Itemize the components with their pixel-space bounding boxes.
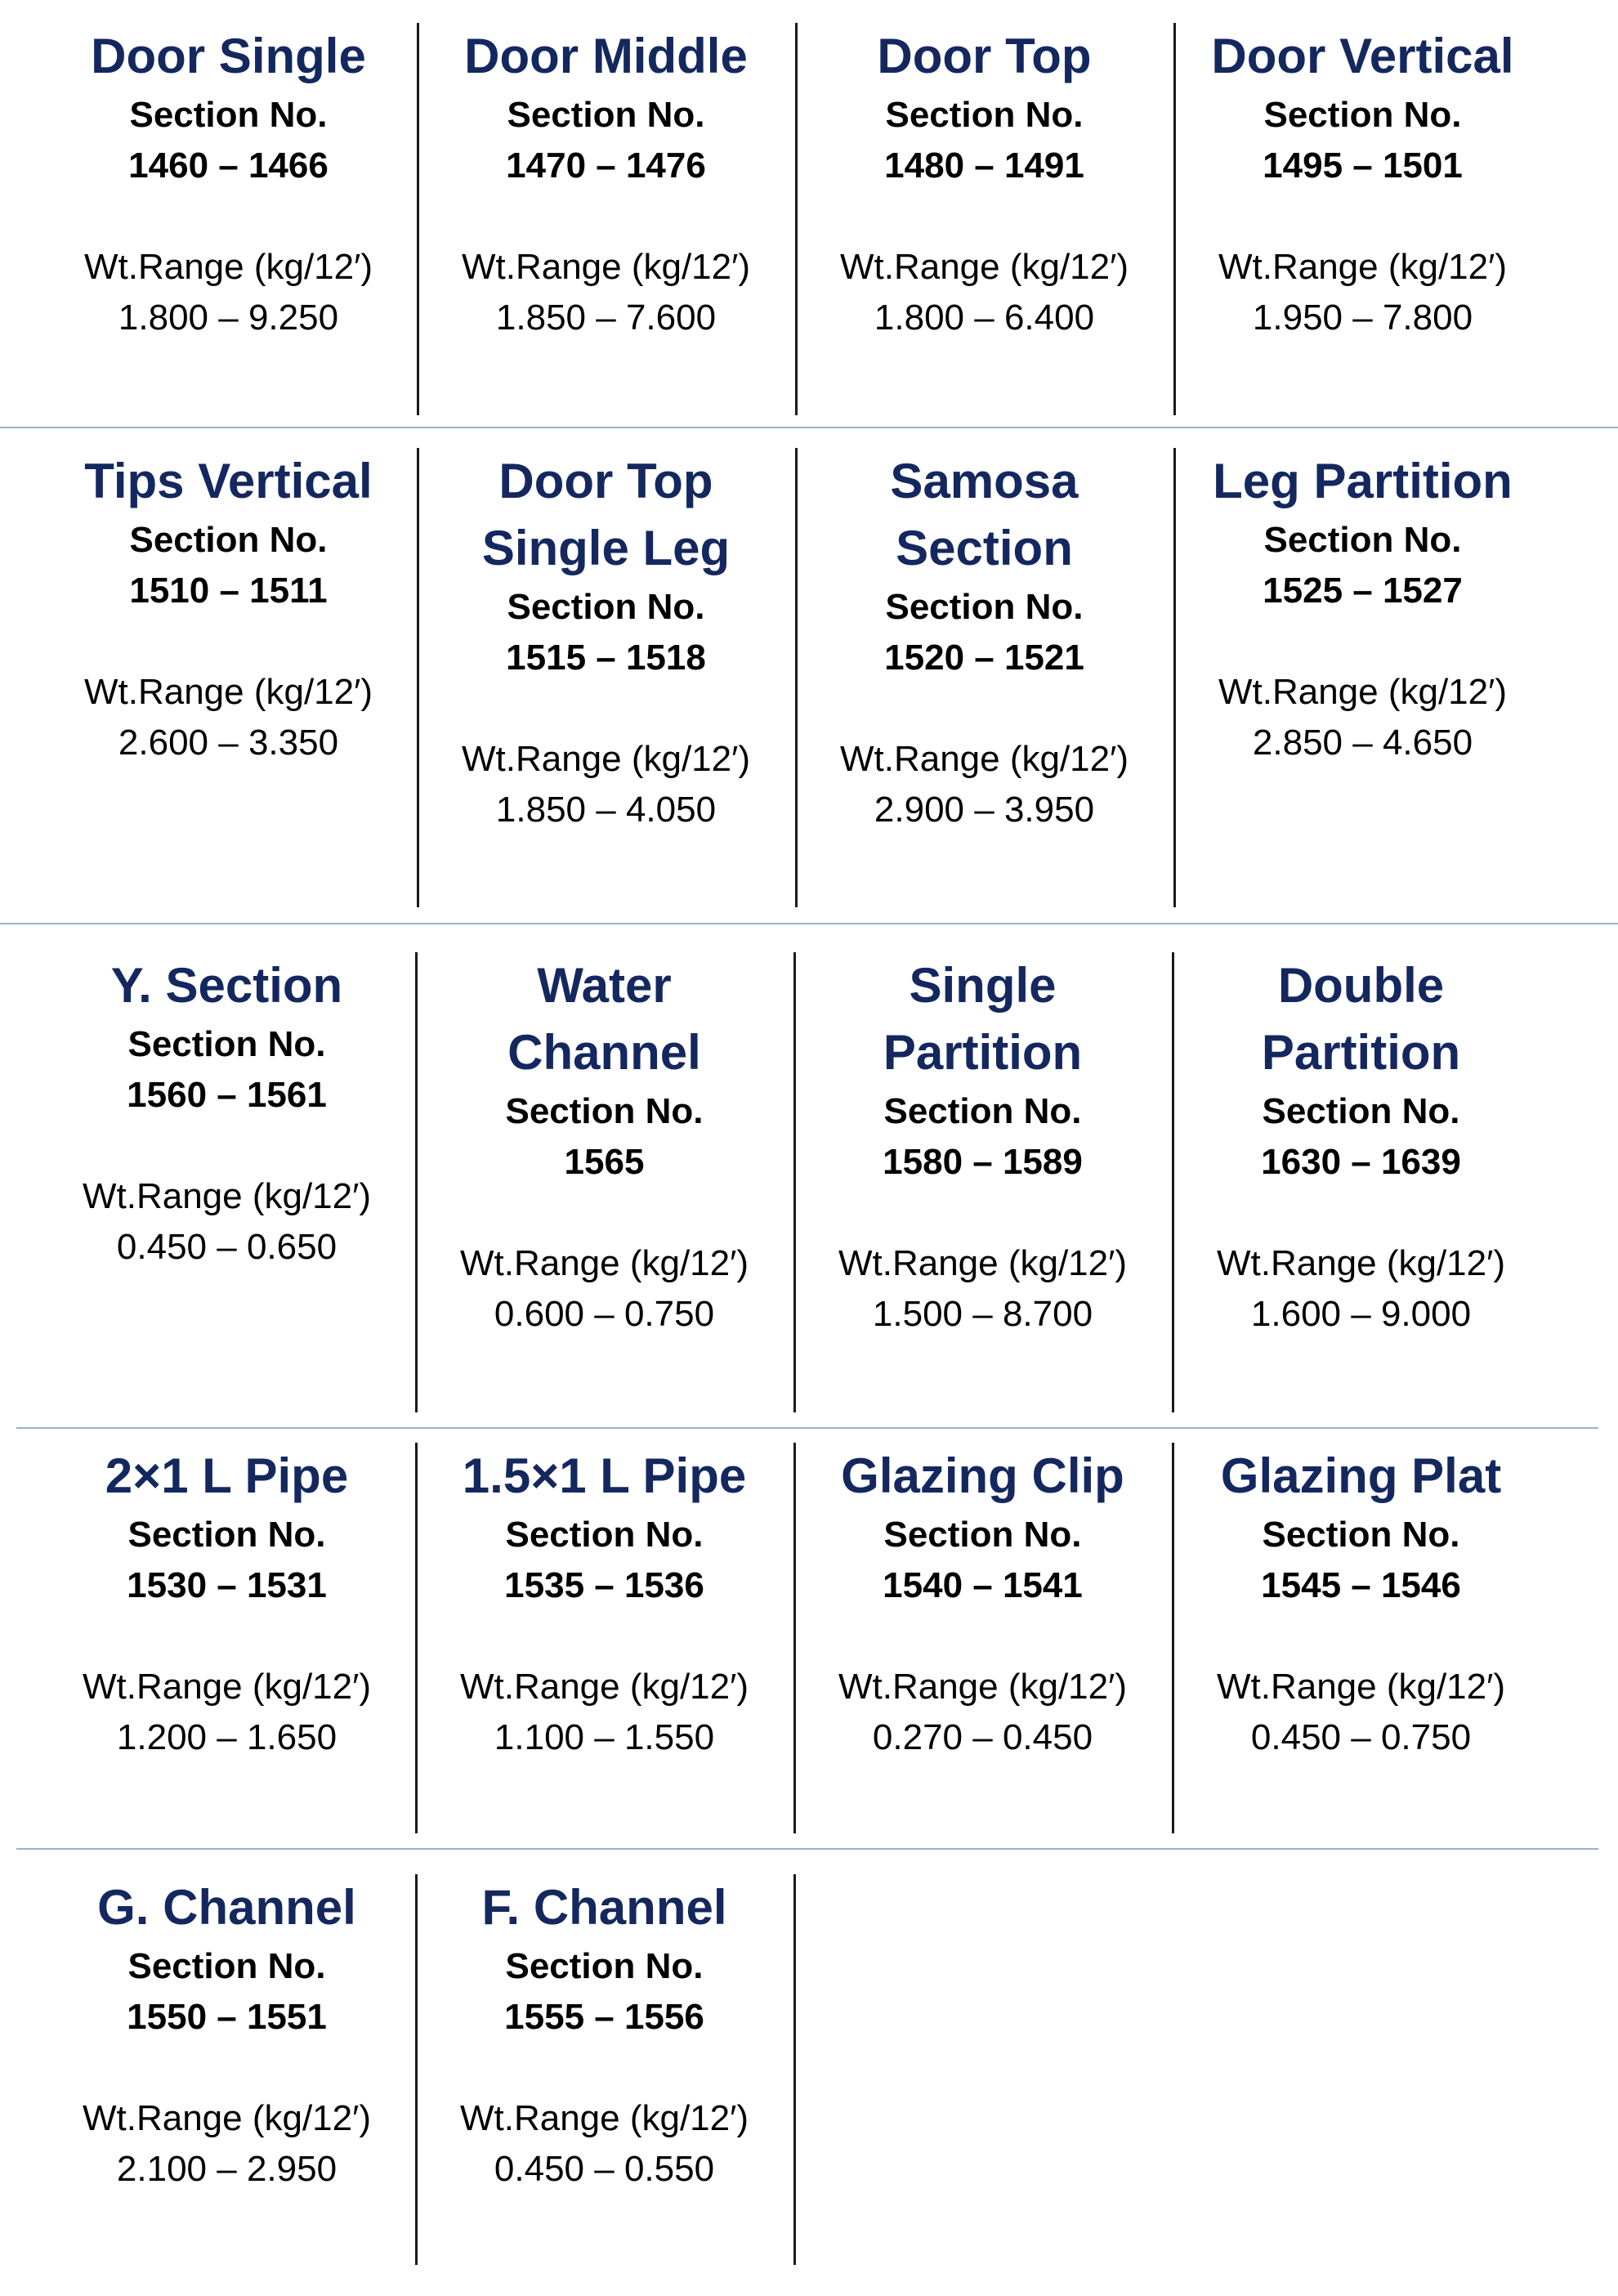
section-label: Section No. bbox=[1263, 520, 1462, 560]
product-title: Door Middle bbox=[464, 29, 748, 83]
product-cell-door-top-single-leg bbox=[417, 448, 795, 835]
weight-range-label: Wt.Range (kg/12′) bbox=[839, 247, 1129, 287]
section-label: Section No. bbox=[507, 587, 705, 627]
weight-range-value: 1.850 – 4.050 bbox=[495, 790, 717, 830]
weight-range-label: Wt.Range (kg/12′) bbox=[1218, 672, 1508, 712]
product-title: Glazing Clip bbox=[841, 1448, 1124, 1503]
section-number: 1580 – 1589 bbox=[883, 1142, 1083, 1182]
weight-range-value: 1.850 – 7.600 bbox=[495, 298, 717, 338]
product-cell-g-channel bbox=[38, 1874, 416, 2195]
product-cell-double-partition bbox=[1172, 952, 1550, 1340]
product-cell-glazing-plat bbox=[1172, 1443, 1550, 1763]
product-title: Single bbox=[909, 958, 1057, 1013]
weight-range-value: 2.100 – 2.950 bbox=[116, 2149, 337, 2189]
product-title-line-2: Section bbox=[896, 521, 1073, 575]
weight-range-value: 0.450 – 0.650 bbox=[116, 1227, 337, 1267]
catalog-row bbox=[0, 448, 1618, 907]
weight-range-label: Wt.Range (kg/12′) bbox=[1216, 1243, 1506, 1283]
weight-range-value: 1.100 – 1.550 bbox=[494, 1717, 715, 1757]
product-cell-tips-vertical bbox=[39, 448, 418, 768]
section-number: 1495 – 1501 bbox=[1263, 145, 1463, 186]
column-divider bbox=[793, 1874, 796, 2265]
section-number: 1510 – 1511 bbox=[129, 571, 328, 611]
weight-range-value: 0.450 – 0.550 bbox=[494, 2149, 715, 2189]
weight-range-label: Wt.Range (kg/12′) bbox=[459, 1667, 749, 1707]
section-number: 1545 – 1546 bbox=[1261, 1565, 1461, 1605]
weight-range-value: 1.600 – 9.000 bbox=[1250, 1294, 1472, 1334]
weight-range-value: 0.270 – 0.450 bbox=[872, 1717, 1093, 1757]
section-number: 1555 – 1556 bbox=[504, 1997, 704, 2037]
weight-range-label: Wt.Range (kg/12′) bbox=[83, 672, 373, 712]
weight-range-label: Wt.Range (kg/12′) bbox=[839, 739, 1129, 779]
product-title: Leg Partition bbox=[1213, 454, 1513, 508]
product-title: Y. Section bbox=[110, 958, 343, 1013]
product-title-line-2: Single Leg bbox=[481, 521, 731, 575]
weight-range-label: Wt.Range (kg/12′) bbox=[459, 2098, 749, 2138]
section-label: Section No. bbox=[127, 1024, 326, 1064]
product-cell-door-single bbox=[39, 23, 418, 343]
section-label: Section No. bbox=[1263, 95, 1462, 135]
product-title: Door Vertical bbox=[1211, 29, 1514, 83]
row-divider bbox=[0, 427, 1618, 428]
row-divider bbox=[16, 1848, 1598, 1850]
product-cell-single-partition bbox=[793, 952, 1172, 1340]
product-cell-glazing-clip bbox=[793, 1443, 1172, 1763]
product-title: Door Top bbox=[877, 29, 1092, 83]
product-cell-door-top bbox=[795, 23, 1173, 343]
section-label: Section No. bbox=[505, 1091, 704, 1131]
section-label: Section No. bbox=[127, 1515, 326, 1555]
product-cell-y-section bbox=[38, 952, 416, 1273]
section-label: Section No. bbox=[129, 95, 328, 135]
weight-range-value: 0.450 – 0.750 bbox=[1250, 1717, 1472, 1757]
section-number: 1540 – 1541 bbox=[883, 1565, 1083, 1605]
weight-range-label: Wt.Range (kg/12′) bbox=[1218, 247, 1508, 287]
section-label: Section No. bbox=[883, 1515, 1082, 1555]
weight-range-label: Wt.Range (kg/12′) bbox=[82, 1667, 372, 1707]
section-label: Section No. bbox=[1262, 1091, 1460, 1131]
product-title: G. Channel bbox=[97, 1880, 356, 1935]
product-cell-door-middle bbox=[417, 23, 795, 343]
section-number: 1515 – 1518 bbox=[506, 638, 706, 678]
weight-range-value: 1.950 – 7.800 bbox=[1252, 298, 1473, 338]
weight-range-value: 1.200 – 1.650 bbox=[116, 1717, 337, 1757]
weight-range-value: 1.500 – 8.700 bbox=[872, 1294, 1093, 1334]
section-number: 1460 – 1466 bbox=[128, 145, 329, 186]
product-title-line-2: Partition bbox=[1261, 1025, 1461, 1080]
product-cell-2x1-l-pipe bbox=[38, 1443, 416, 1763]
weight-range-label: Wt.Range (kg/12′) bbox=[838, 1667, 1128, 1707]
row-divider bbox=[16, 1427, 1598, 1429]
product-title: F. Channel bbox=[481, 1880, 727, 1935]
product-title: Tips Vertical bbox=[84, 454, 373, 508]
section-label: Section No. bbox=[127, 1946, 326, 1986]
weight-range-value: 2.900 – 3.950 bbox=[874, 790, 1095, 830]
weight-range-label: Wt.Range (kg/12′) bbox=[461, 739, 751, 779]
section-label: Section No. bbox=[885, 95, 1084, 135]
product-title: Glazing Plat bbox=[1220, 1448, 1502, 1503]
product-title: Double bbox=[1277, 958, 1445, 1013]
product-cell-f-channel bbox=[415, 1874, 793, 2195]
product-title: Door Top bbox=[498, 454, 713, 508]
section-label: Section No. bbox=[883, 1091, 1082, 1131]
section-number: 1560 – 1561 bbox=[127, 1075, 327, 1115]
weight-range-value: 2.600 – 3.350 bbox=[118, 723, 339, 763]
product-title: 2×1 L Pipe bbox=[105, 1448, 349, 1503]
catalog-row bbox=[0, 952, 1618, 1412]
section-label: Section No. bbox=[1262, 1515, 1460, 1555]
product-title: Water bbox=[537, 958, 672, 1013]
weight-range-label: Wt.Range (kg/12′) bbox=[838, 1243, 1128, 1283]
product-title: 1.5×1 L Pipe bbox=[462, 1448, 747, 1503]
section-number: 1550 – 1551 bbox=[127, 1997, 327, 2037]
section-number: 1535 – 1536 bbox=[504, 1565, 704, 1605]
section-number: 1565 bbox=[564, 1142, 645, 1182]
product-title-line-2: Partition bbox=[883, 1025, 1083, 1080]
row-divider bbox=[0, 923, 1618, 924]
product-cell-water-channel bbox=[415, 952, 793, 1340]
weight-range-label: Wt.Range (kg/12′) bbox=[83, 247, 373, 287]
weight-range-label: Wt.Range (kg/12′) bbox=[82, 2098, 372, 2138]
product-cell-door-vertical bbox=[1173, 23, 1552, 343]
section-label: Section No. bbox=[885, 587, 1084, 627]
product-cell-samosa-section bbox=[795, 448, 1173, 835]
catalog-row bbox=[0, 1874, 1618, 2265]
section-label: Section No. bbox=[505, 1515, 704, 1555]
section-label: Section No. bbox=[129, 520, 328, 560]
section-number: 1630 – 1639 bbox=[1261, 1142, 1461, 1182]
catalog-row bbox=[0, 23, 1618, 415]
weight-range-label: Wt.Range (kg/12′) bbox=[1216, 1667, 1506, 1707]
weight-range-value: 1.800 – 9.250 bbox=[118, 298, 339, 338]
section-number: 1470 – 1476 bbox=[506, 145, 706, 186]
section-number: 1530 – 1531 bbox=[127, 1565, 327, 1605]
section-number: 1525 – 1527 bbox=[1263, 571, 1463, 611]
section-number: 1520 – 1521 bbox=[884, 638, 1084, 678]
weight-range-value: 0.600 – 0.750 bbox=[494, 1294, 715, 1334]
catalog-row bbox=[0, 1443, 1618, 1833]
product-title: Samosa bbox=[890, 454, 1079, 508]
product-cell-1-5x1-l-pipe bbox=[415, 1443, 793, 1763]
weight-range-label: Wt.Range (kg/12′) bbox=[82, 1176, 372, 1216]
section-number: 1480 – 1491 bbox=[884, 145, 1084, 186]
product-cell-leg-partition bbox=[1173, 448, 1552, 768]
section-label: Section No. bbox=[505, 1946, 704, 1986]
product-title: Door Single bbox=[91, 29, 366, 83]
weight-range-label: Wt.Range (kg/12′) bbox=[461, 247, 751, 287]
product-title-line-2: Channel bbox=[507, 1025, 701, 1080]
weight-range-label: Wt.Range (kg/12′) bbox=[459, 1243, 749, 1283]
section-label: Section No. bbox=[507, 95, 705, 135]
weight-range-value: 1.800 – 6.400 bbox=[874, 298, 1095, 338]
weight-range-value: 2.850 – 4.650 bbox=[1252, 723, 1473, 763]
